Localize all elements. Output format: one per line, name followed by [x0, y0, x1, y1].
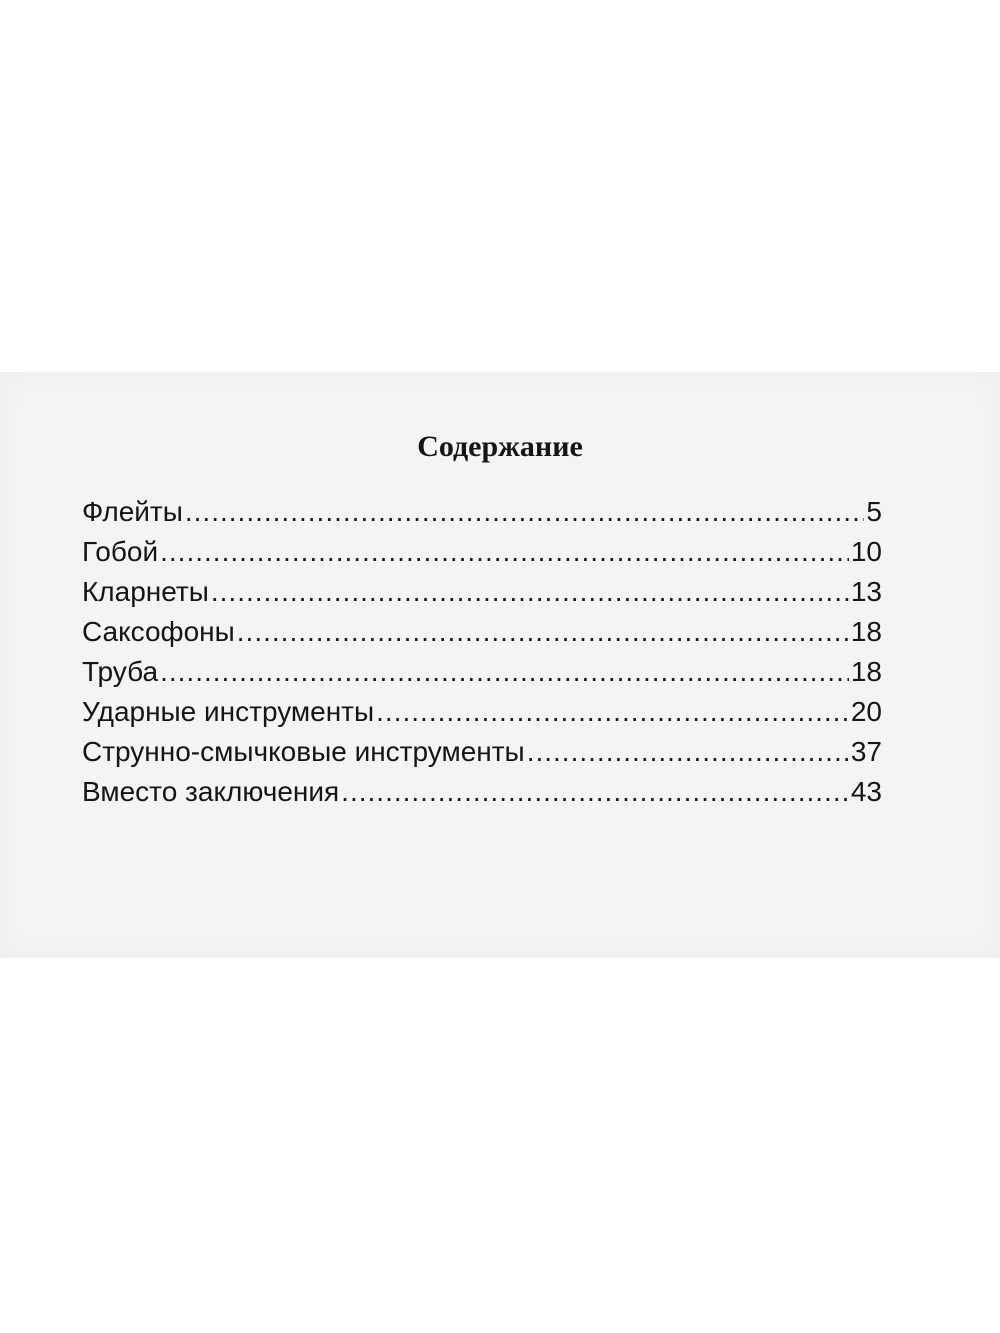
toc-entry-page: 43 — [850, 776, 882, 807]
toc-entry-title: Гобой — [82, 536, 159, 567]
toc-entry-page: 18 — [850, 656, 882, 687]
toc-entry-page: 5 — [866, 496, 882, 527]
toc-entry-title: Вместо заключения — [82, 776, 340, 807]
toc-entry-title: Кларнеты — [82, 576, 209, 607]
toc-entry-title: Флейты — [82, 496, 183, 527]
table-of-contents — [82, 496, 882, 816]
toc-entry-page: 18 — [850, 616, 882, 647]
toc-leader-dots — [527, 736, 849, 768]
toc-entry — [82, 536, 882, 576]
toc-leader-dots — [160, 536, 849, 568]
toc-entry-title: Саксофоны — [82, 616, 235, 647]
toc-entry-title: Труба — [82, 656, 159, 687]
toc-entry-page: 20 — [850, 696, 882, 727]
toc-entry-page: 37 — [850, 736, 882, 767]
toc-leader-dots — [160, 656, 849, 688]
toc-entry — [82, 496, 882, 536]
toc-leader-dots — [211, 576, 849, 608]
toc-leader-dots — [185, 496, 865, 528]
toc-entry — [82, 736, 882, 776]
toc-entry — [82, 656, 882, 696]
toc-entry-page: 13 — [850, 576, 882, 607]
toc-leader-dots — [341, 776, 849, 808]
toc-entry-title: Ударные инструменты — [82, 696, 375, 727]
toc-entry-page: 10 — [850, 536, 882, 567]
toc-entry-title: Струнно-смычковые инструменты — [82, 736, 525, 767]
toc-leader-dots — [376, 696, 849, 728]
toc-entry — [82, 576, 882, 616]
toc-entry — [82, 616, 882, 656]
toc-entry — [82, 696, 882, 736]
page-title: Содержание — [417, 430, 583, 464]
toc-leader-dots — [237, 616, 849, 648]
toc-entry — [82, 776, 882, 816]
